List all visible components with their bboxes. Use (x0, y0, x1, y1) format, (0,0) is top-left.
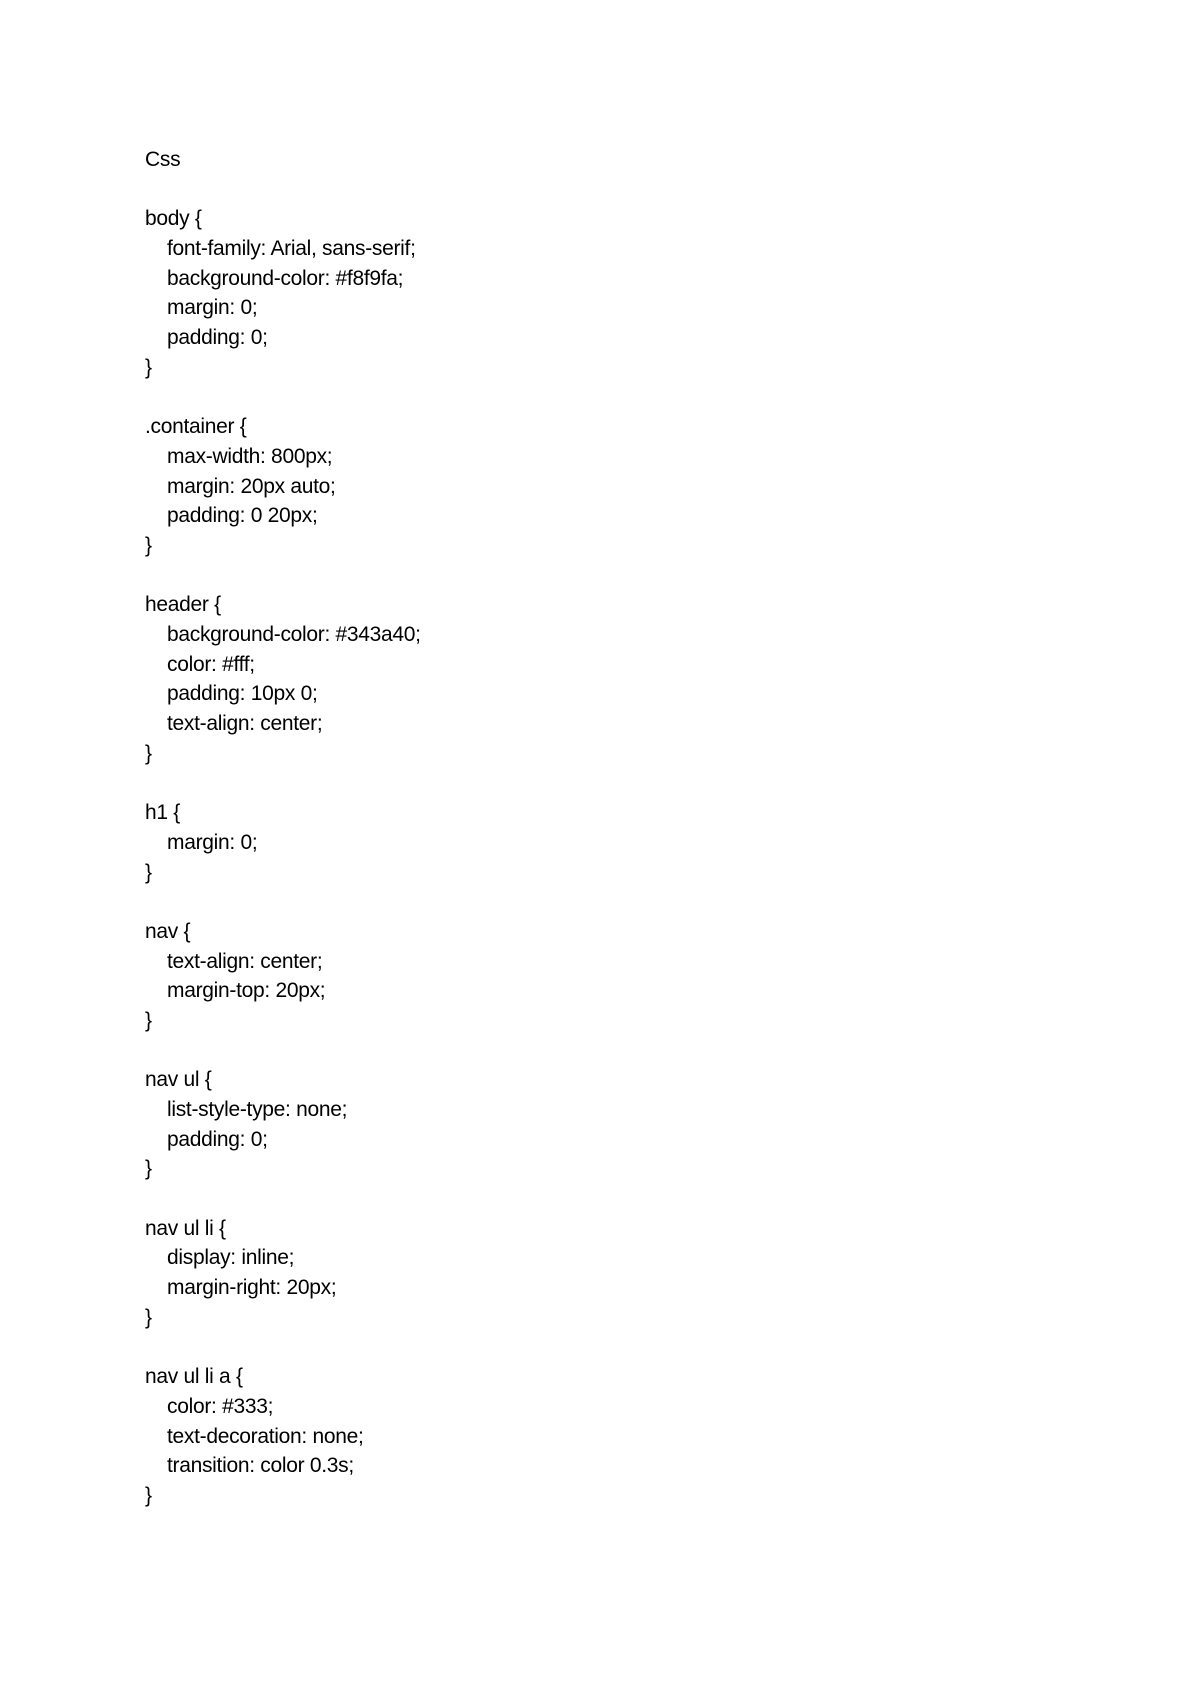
doc-line: max-width: 800px; (167, 444, 333, 468)
doc-line: } (145, 1483, 152, 1507)
doc-line: background-color: #f8f9fa; (167, 266, 404, 290)
doc-line (145, 1333, 1045, 1363)
doc-line: } (145, 1305, 152, 1329)
doc-line: transition: color 0.3s; (167, 1454, 354, 1478)
doc-line: color: #333; (167, 1394, 274, 1418)
doc-line: text-align: center; (167, 949, 323, 973)
css-code-text (145, 145, 1045, 1511)
doc-line: nav { (145, 919, 191, 943)
doc-line: padding: 10px 0; (167, 682, 318, 706)
doc-line: padding: 0; (167, 1127, 268, 1151)
doc-line: margin-top: 20px; (167, 979, 326, 1003)
doc-line: margin: 0; (167, 830, 258, 854)
doc-line: } (145, 355, 152, 379)
doc-line: nav ul { (145, 1068, 212, 1092)
doc-line (145, 768, 1045, 798)
doc-line: list-style-type: none; (167, 1098, 348, 1121)
doc-line (145, 1184, 1045, 1214)
doc-line: } (145, 741, 152, 765)
doc-line (145, 887, 1045, 917)
doc-line: margin-right: 20px; (167, 1276, 337, 1300)
doc-line: nav ul li { (145, 1216, 226, 1240)
doc-line: } (145, 860, 152, 884)
doc-line: text-decoration: none; (167, 1424, 364, 1448)
doc-line: padding: 0; (167, 326, 268, 350)
doc-line: header { (145, 593, 221, 617)
doc-line: body { (145, 207, 202, 231)
doc-line: padding: 0 20px; (167, 504, 318, 528)
doc-line: h1 { (145, 801, 181, 825)
doc-line: text-align: center; (167, 712, 323, 736)
doc-line: color: #fff; (167, 652, 255, 676)
doc-line: } (145, 533, 152, 557)
doc-line: } (145, 1008, 152, 1032)
doc-line (145, 175, 1045, 205)
doc-line: Css (145, 148, 181, 171)
doc-line: background-color: #343a40; (167, 623, 421, 646)
doc-line: display: inline; (167, 1246, 295, 1270)
doc-line: } (145, 1157, 152, 1181)
doc-line: .container { (145, 415, 247, 439)
doc-line: margin: 0; (167, 296, 258, 320)
doc-line (145, 561, 1045, 591)
doc-line: margin: 20px auto; (167, 474, 336, 498)
doc-line (145, 383, 1045, 413)
doc-line: nav ul li a { (145, 1365, 243, 1389)
doc-line: font-family: Arial, sans-serif; (167, 237, 416, 261)
doc-line (145, 1036, 1045, 1066)
